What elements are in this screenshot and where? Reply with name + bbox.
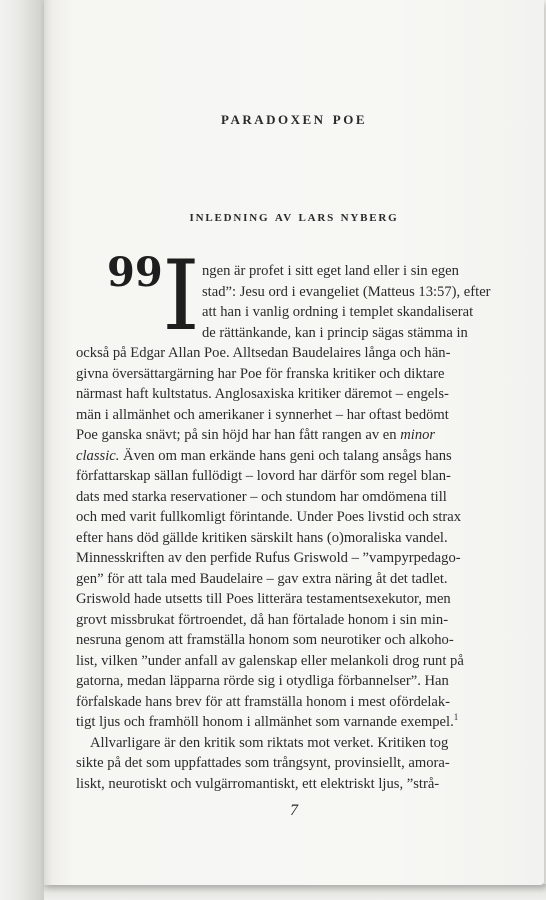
opening-quote-mark: 99 (107, 249, 163, 296)
text-line: Griswold hade utsetts till Poes litterära testamentsexekutor, men (76, 591, 451, 607)
text-line: förfalskade hans brev för att framställa honom i mest ofördelak- (76, 693, 451, 710)
chapter-title: paradoxen poe (220, 108, 368, 129)
italic-term: minor (400, 427, 436, 443)
text-line: gatorna, medan läpparna rörde sig i otydliga förbannelser”. Han (76, 673, 449, 689)
text-line: nesruna genom att framställa honom som neurotiker och alkoho- (76, 632, 454, 648)
text-line: dats med starka reservationer – och stundom har omdömena till (76, 488, 447, 505)
text-line: också på Edgar Allan Poe. Alltsedan Baudelaires långa och hän- (76, 345, 451, 361)
text-line (76, 447, 452, 465)
page-edge-shadow (44, 884, 546, 900)
text-line: givna översättargärning har Poe för franska kritiker och diktare (76, 365, 445, 382)
text-segment: Även om man erkände hans geni och talang ansågs hans (123, 447, 452, 464)
text-line: sikte på det som uppfattades som trångsynt, provinsiellt, amora- (76, 755, 450, 771)
text-line: de rättänkande, kan i princip sägas stämma in (202, 324, 468, 341)
text-line: ngen är profet i sitt eget land eller i sin egen (202, 263, 459, 279)
text-line: efter hans död gällde kritiken särskilt hans (o)moraliska vandel. (76, 529, 448, 546)
text-line (76, 713, 458, 731)
text-line: stad”: Jesu ord i evangeliet (Matteus 13:57), efter (202, 283, 491, 300)
text-line: gen” för att tala med Baudelaire – gav extra näring åt det tadlet. (76, 570, 448, 587)
text-line: att han i vanlig ordning i templet skandaliserat (202, 304, 474, 320)
text-line: och med varit fullkomligt förintande. Under Poes livstid och strax (76, 509, 462, 525)
text-line: närmast haft kultstatus. Anglosaxiska kritiker däremot – engels- (76, 386, 449, 402)
text-line: Allvarligare är den kritik som riktats mot verket. Kritiken tog (90, 734, 449, 751)
chapter-subtitle: inledning av lars nyberg (189, 209, 399, 225)
text-line: män i allmänhet och amerikaner i synnerhet – har oftast bedömt (76, 406, 449, 423)
drop-cap: I (162, 240, 200, 352)
text-line: Minnesskriften av den perfide Rufus Griswold – ”vampyrpedago- (76, 550, 461, 566)
text-line: liskt, neurotiskt och vulgärromantiskt, ett elektriskt ljus, ”strå- (76, 775, 440, 792)
page-number: 7 (290, 802, 298, 819)
text-line: författarskap sällan fullödigt – lovord har därför som regel blan- (76, 468, 451, 484)
text-segment: Poe ganska snävt; på sin höjd har han fått rangen av en (76, 427, 397, 443)
text-line: grovt missbrukat förtroendet, då han förtalade honom i sin min- (76, 611, 449, 628)
book-page (44, 0, 544, 885)
italic-term: classic. (76, 447, 120, 464)
text-segment: tigt ljus och framhöll honom i allmänhet som varnande exempel. (76, 714, 454, 730)
book-spine (0, 0, 46, 900)
text-line: list, vilken ”under anfall av galenskap eller melankoli drog runt på (76, 652, 464, 669)
footnote-marker: 1 (453, 712, 459, 723)
text-line (76, 426, 435, 444)
